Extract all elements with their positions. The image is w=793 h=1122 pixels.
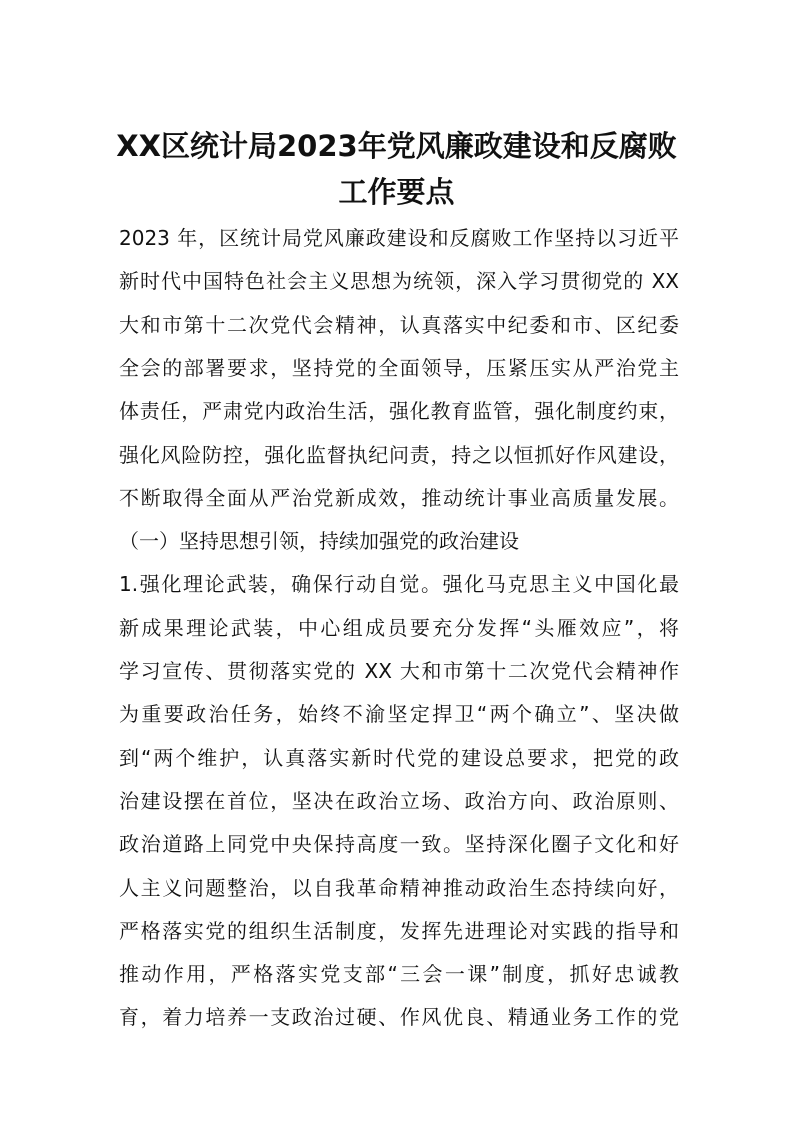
document-title-line-1: XX区统计局2023年党风廉政建设和反腐败 <box>116 129 677 163</box>
body-text-line: 政治道路上同党中央保持高度一致。坚持深化圈子文化和好 <box>119 832 679 857</box>
body-text-line: 2023 年，区统计局党风廉政建设和反腐败工作坚持以习近平 <box>119 226 679 250</box>
body-text-line: 推动作用，严格落实党支部“三会一课”制度，抓好忠诚教 <box>119 962 679 987</box>
body-text-line: 为重要政治任务，始终不渝坚定捍卫“两个确立”、坚决做 <box>119 702 679 727</box>
body-text-line: 不断取得全面从严治党新成效，推动统计事业高质量发展。 <box>119 485 679 510</box>
body-text-line: 大和市第十二次党代会精神，认真落实中纪委和市、区纪委 <box>119 312 679 337</box>
body-text-line: 新成果理论武装，中心组成员要充分发挥“头雁效应”，将 <box>119 615 679 640</box>
body-text-line: 1.强化理论武装，确保行动自觉。强化马克思主义中国化最 <box>119 572 679 597</box>
body-text-line: 新时代中国特色社会主义思想为统领，深入学习贯彻党的 XX <box>119 269 679 294</box>
section-heading: （一）坚持思想引领，持续加强党的政治建设 <box>119 529 519 554</box>
body-text-line: 到“两个维护，认真落实新时代党的建设总要求，把党的政 <box>119 745 679 770</box>
body-text-line: 严格落实党的组织生活制度，发挥先进理论对实践的指导和 <box>119 918 679 943</box>
body-text-line: 人主义问题整治，以自我革命精神推动政治生态持续向好， <box>119 875 679 900</box>
body-text-line: 体责任，严肃党内政治生活，强化教育监管，强化制度约束， <box>119 399 679 424</box>
body-text-line: 学习宣传、贯彻落实党的 XX 大和市第十二次党代会精神作 <box>119 659 679 683</box>
body-text-line: 强化风险防控，强化监督执纪问责，持之以恒抓好作风建设， <box>119 442 679 467</box>
document-title-line-2: 工作要点 <box>338 175 455 209</box>
body-text-line: 治建设摆在首位，坚决在政治立场、政治方向、政治原则、 <box>119 788 679 813</box>
body-text-line: 育，着力培养一支政治过硬、作风优良、精通业务工作的党 <box>119 1005 679 1030</box>
body-text-line: 全会的部署要求，坚持党的全面领导，压紧压实从严治党主 <box>119 355 679 380</box>
